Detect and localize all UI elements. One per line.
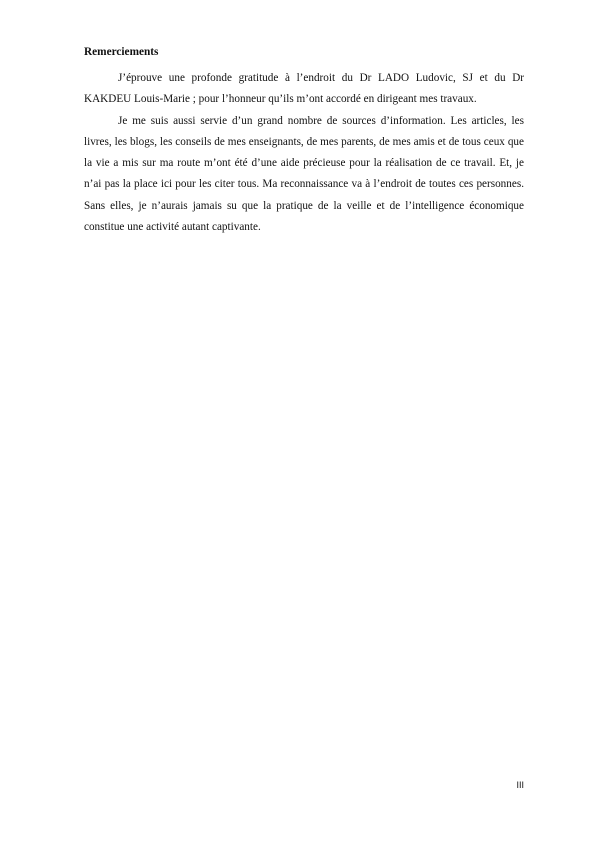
paragraph-gratitude: J’éprouve une profonde gratitude à l’endroit du Dr LADO Ludovic, SJ et du Dr KAKDEU Louis-Marie ; pour l’honneur qu’ils m’ont accordé en dirigeant mes travaux. [84, 72, 524, 106]
page-number: III [516, 780, 524, 790]
section-heading: Remerciements [84, 46, 159, 58]
page-content [84, 45, 524, 238]
paragraph-sources: Je me suis aussi servie d’un grand nombre de sources d’information. Les articles, les livres, les blogs, les conseils de mes enseignants, de mes parents, de mes amis et de tous ceux que la vie a mis sur ma route m’ont été d’une aide précieuse pour la réalisation de ce travail. Et, je n’ai pas la place ici pour les citer tous. Ma reconnaissance va à l’endroit de toutes ces personnes. Sans elles, je n’aurais jamais su que la pratique de la veille et de l’intelligence économique constitue une activité autant captivante. [84, 114, 524, 234]
